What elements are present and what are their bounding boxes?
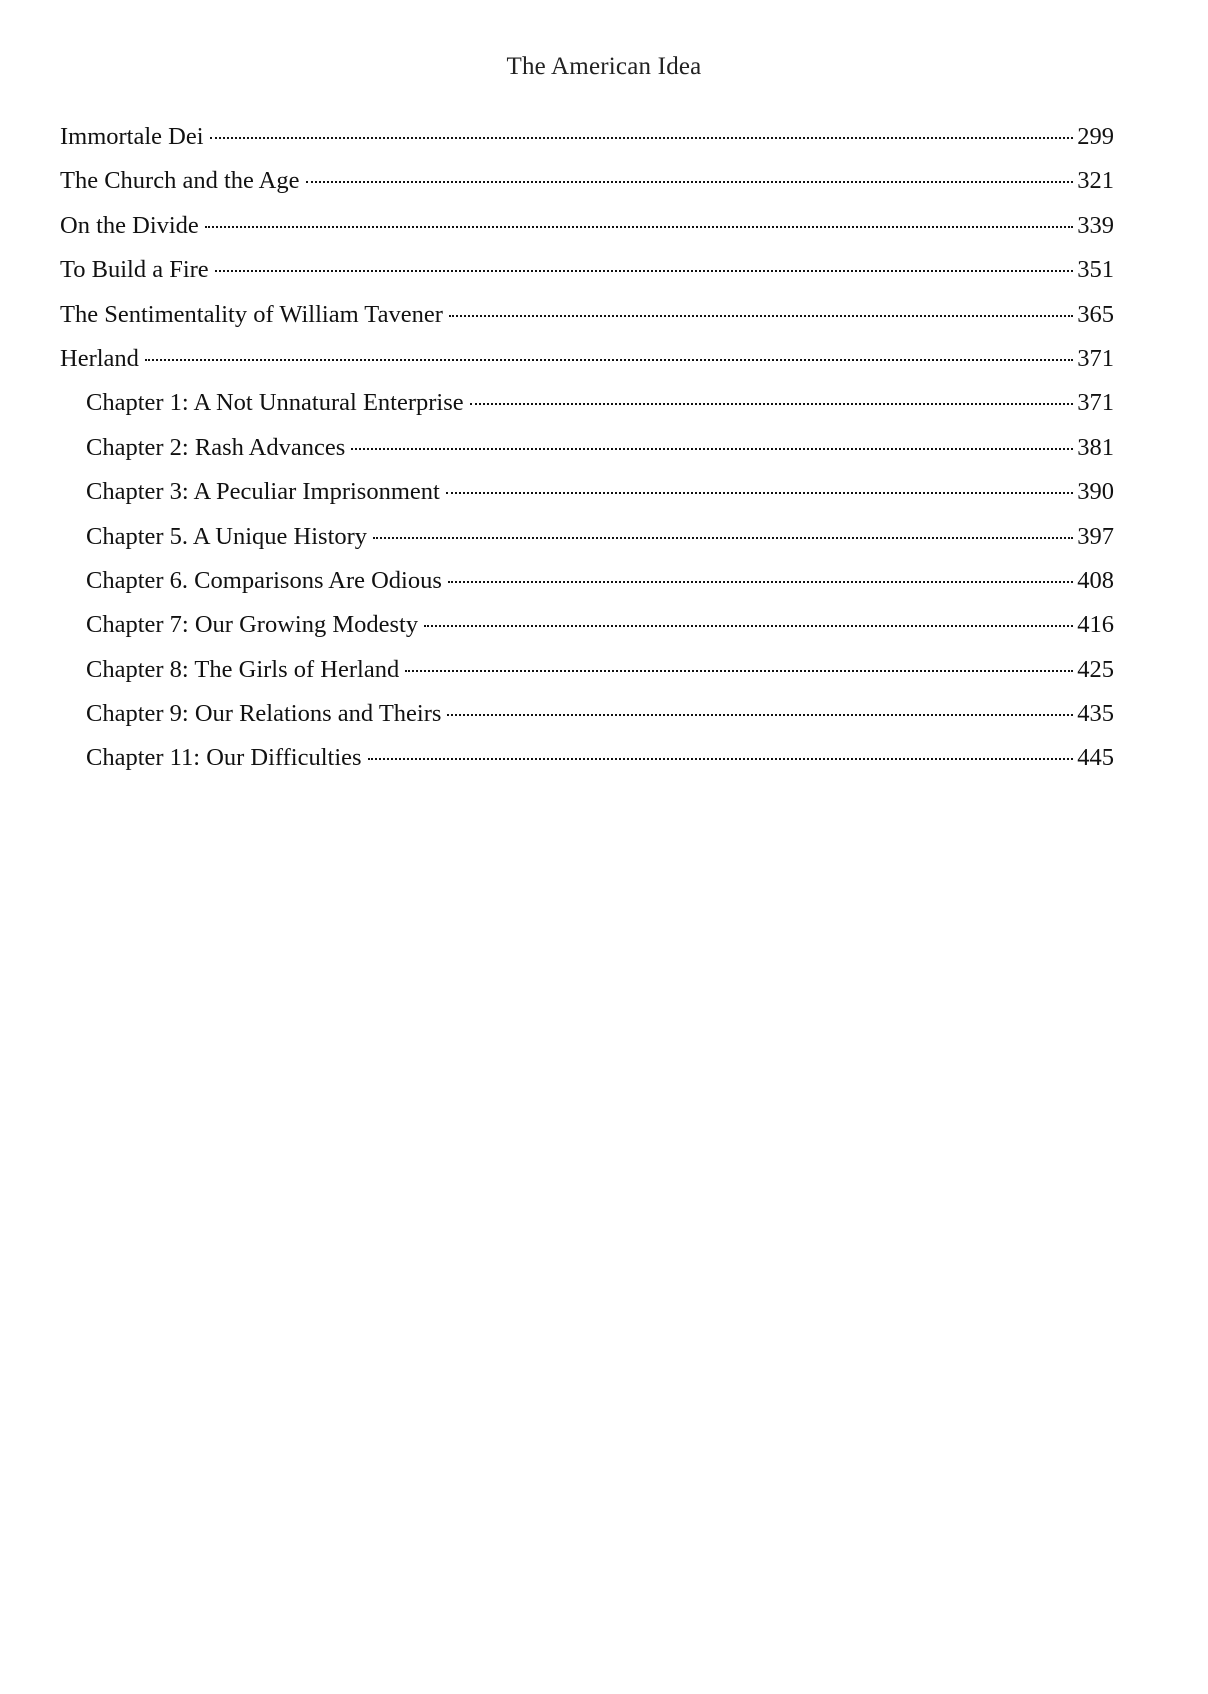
toc-entry-title: Chapter 1: A Not Unnatural Enterprise [86, 389, 464, 417]
toc-subentry[interactable] [60, 692, 1114, 736]
toc-entry[interactable] [60, 204, 1114, 248]
toc-dot-leader [368, 757, 1074, 760]
toc-entry-title: Chapter 2: Rash Advances [86, 433, 346, 461]
toc-entry-title: Chapter 3: A Peculiar Imprisonment [86, 478, 440, 506]
toc-entry[interactable] [60, 159, 1114, 203]
running-header: The American Idea [506, 53, 702, 80]
table-of-contents [60, 115, 1114, 781]
toc-entry-title: Chapter 9: Our Relations and Theirs [86, 700, 442, 728]
toc-subentry[interactable] [60, 470, 1114, 514]
toc-dot-leader [373, 536, 1073, 539]
toc-entry-title: On the Divide [60, 211, 199, 239]
toc-entry-title: Chapter 8: The Girls of Herland [86, 655, 400, 683]
toc-entry-page-number: 445 [1077, 744, 1114, 772]
toc-dot-leader [424, 624, 1073, 627]
toc-entry-page-number: 397 [1077, 522, 1114, 550]
toc-subentry[interactable] [60, 426, 1114, 470]
toc-subentry[interactable] [60, 736, 1114, 780]
toc-entry-page-number: 365 [1077, 300, 1114, 328]
toc-dot-leader [215, 269, 1074, 272]
toc-dot-leader [351, 447, 1073, 450]
toc-entry-title: The Church and the Age [60, 167, 300, 195]
toc-entry-page-number: 390 [1077, 478, 1114, 506]
toc-entry-title: Herland [60, 344, 139, 372]
toc-dot-leader [205, 225, 1073, 228]
toc-entry[interactable] [60, 293, 1114, 337]
toc-entry-page-number: 351 [1077, 256, 1114, 284]
toc-dot-leader [306, 180, 1074, 183]
toc-dot-leader [210, 136, 1074, 139]
toc-entry-page-number: 299 [1077, 123, 1114, 150]
toc-entry-page-number: 371 [1077, 344, 1114, 372]
toc-entry-title: To Build a Fire [60, 256, 209, 284]
toc-dot-leader [447, 713, 1073, 716]
toc-subentry[interactable] [60, 515, 1114, 559]
toc-subentry[interactable] [60, 381, 1114, 425]
toc-entry-page-number: 321 [1077, 167, 1114, 195]
toc-dot-leader [449, 314, 1073, 317]
toc-entry[interactable] [60, 337, 1114, 381]
toc-dot-leader [446, 491, 1073, 494]
toc-dot-leader [470, 402, 1074, 405]
toc-subentry[interactable] [60, 559, 1114, 603]
toc-entry-page-number: 416 [1077, 611, 1114, 639]
toc-entry-title: Chapter 6. Comparisons Are Odious [86, 566, 442, 594]
toc-dot-leader [145, 358, 1073, 361]
toc-entry[interactable] [60, 115, 1114, 159]
toc-entry-page-number: 435 [1077, 700, 1114, 728]
toc-entry-page-number: 408 [1077, 566, 1114, 594]
toc-entry-page-number: 425 [1077, 655, 1114, 683]
toc-entry-title: Chapter 5. A Unique History [86, 522, 368, 550]
toc-entry-title: The Sentimentality of William Tavener [60, 300, 443, 328]
toc-entry[interactable] [60, 248, 1114, 292]
toc-entry-page-number: 339 [1077, 211, 1114, 239]
toc-entry-title: Immortale Dei [60, 123, 204, 150]
toc-entry-page-number: 381 [1077, 433, 1114, 461]
toc-dot-leader [405, 669, 1073, 672]
toc-subentry[interactable] [60, 648, 1114, 692]
toc-entry-page-number: 371 [1077, 389, 1114, 417]
toc-entry-title: Chapter 11: Our Difficulties [86, 744, 362, 772]
toc-subentry[interactable] [60, 603, 1114, 647]
toc-entry-title: Chapter 7: Our Growing Modesty [86, 611, 419, 639]
toc-dot-leader [448, 580, 1073, 583]
